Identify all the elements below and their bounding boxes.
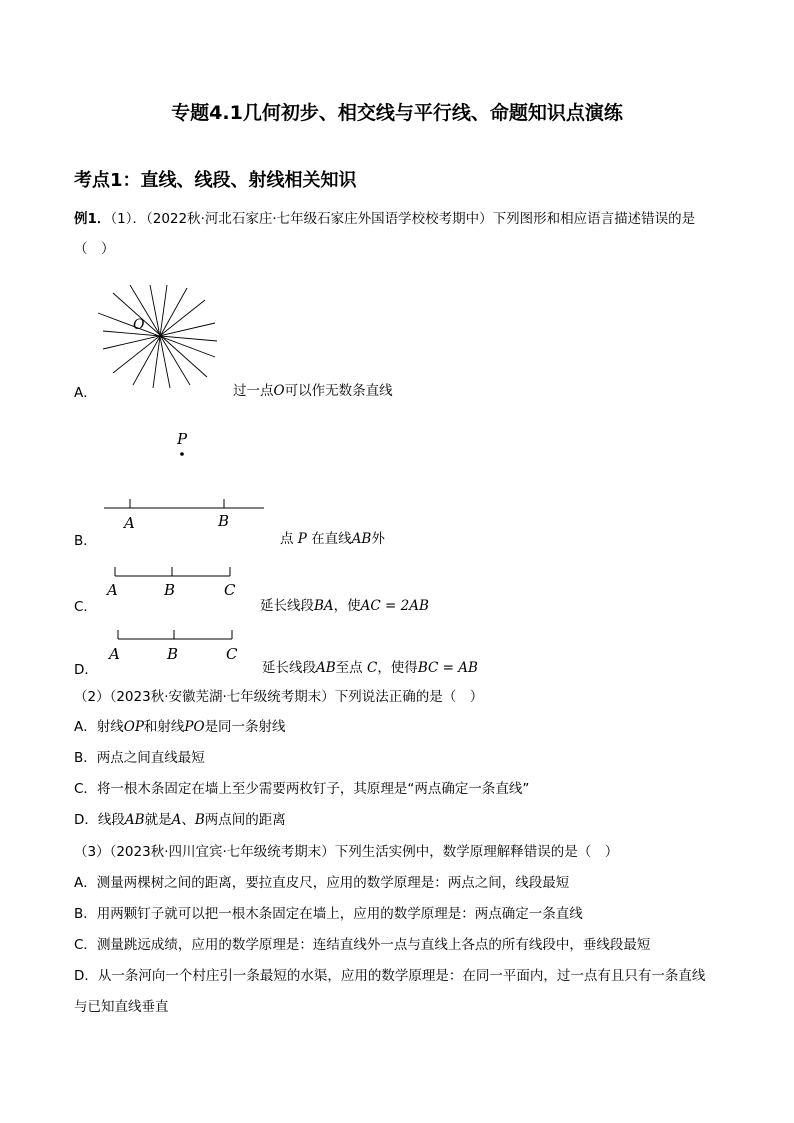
q1-option-b-text <box>280 530 385 548</box>
text: ，使得 <box>377 660 418 676</box>
option-letter: C． <box>74 781 97 797</box>
text: 和射线 <box>143 719 185 735</box>
text: 测量两棵树之间的距离，要拉直皮尺，应用的数学原理是：两点之间，线段最短 <box>96 875 570 891</box>
q3-option-d <box>74 967 705 985</box>
text: 、 <box>181 812 195 828</box>
var-po: PO <box>184 719 205 735</box>
label-a: A <box>107 581 118 599</box>
label-c: C <box>224 581 236 599</box>
q1-stem-text: （1）．（2022秋·河北石家庄·七年级石家庄外国语学校校考期中）下列图形和相应语言描述错误的是 <box>110 211 696 227</box>
text: 两点之间直线最短 <box>96 750 205 766</box>
var-bc: BC = AB <box>417 660 478 676</box>
q1-option-a-letter: A． <box>74 385 97 401</box>
q3-option-c <box>74 936 650 954</box>
text: 测量跳远成绩，应用的数学原理是：连结直线外一点与直线上各点的所有线段中，垂线段最短 <box>96 937 651 953</box>
text: 至点 <box>335 660 367 676</box>
option-letter: D． <box>74 968 98 984</box>
option-letter: D． <box>74 812 98 828</box>
text: 过一点 <box>233 383 274 399</box>
label-b: B <box>167 645 179 663</box>
figure-a-lines-through-point <box>95 285 225 390</box>
figure-c-segment <box>100 562 250 602</box>
text: 延长线段 <box>262 660 316 676</box>
q1-option-d-text <box>262 659 478 677</box>
text: 点 <box>280 531 298 547</box>
figure-d-segment <box>100 626 250 666</box>
label-b: B <box>164 581 176 599</box>
option-letter: A． <box>74 719 97 735</box>
text: 可以作无数条直线 <box>284 383 393 399</box>
q1-option-c-letter: C． <box>74 599 97 615</box>
q1-option-c-text <box>260 597 429 615</box>
var-ab: AB <box>316 660 336 676</box>
label-p: P <box>177 430 188 448</box>
var-ac: AC = 2AB <box>360 598 429 614</box>
q3-option-a <box>74 874 569 892</box>
text: 在直线 <box>306 531 352 547</box>
q2-option-a <box>74 718 286 736</box>
q1-stem <box>74 210 695 228</box>
var-op: OP <box>123 719 144 735</box>
text: 将一根木条固定在墙上至少需要两枚钉子，其原理是“两点确定一条直线” <box>96 781 530 797</box>
q1-option-d-letter: D． <box>74 662 98 678</box>
option-letter: C． <box>74 937 97 953</box>
var-ab: AB <box>351 531 372 547</box>
text: 射线 <box>96 719 124 735</box>
option-letter: A． <box>74 875 97 891</box>
var-a: A <box>171 812 182 828</box>
q1-option-b-letter: B． <box>74 533 97 549</box>
q2-option-d <box>74 811 286 829</box>
q1-paren: （ ） <box>74 241 115 257</box>
label-o: O <box>133 317 145 333</box>
var-b: B <box>194 812 205 828</box>
text: 从一条河向一个村庄引一条最短的水渠，应用的数学原理是：在同一平面内，过一点有且只有一条直线 <box>97 968 706 984</box>
label-a: A <box>109 645 120 663</box>
text: 就是 <box>144 812 172 828</box>
var-ba: BA <box>314 598 334 614</box>
var-ab: AB <box>124 812 145 828</box>
q3-option-b <box>74 905 583 923</box>
q1-option-a-text <box>233 382 393 400</box>
q2-option-c <box>74 780 529 798</box>
text: 线段 <box>97 812 125 828</box>
option-letter: B． <box>74 906 97 922</box>
q3-stem: （3）（2023秋·四川宜宾·七年级统考期末）下列生活实例中，数学原理解释错误的是（ ） <box>74 844 619 860</box>
text: 延长线段 <box>260 598 314 614</box>
section-heading: 考点1：直线、线段、射线相关知识 <box>74 170 357 191</box>
text: 外 <box>371 531 385 547</box>
label-b: B <box>218 512 230 530</box>
q1-prefix: 例1． <box>74 211 111 227</box>
q3-option-d-continued: 与已知直线垂直 <box>74 999 169 1015</box>
label-c: C <box>226 645 238 663</box>
var-c: C <box>366 660 378 676</box>
text: ，使 <box>333 598 361 614</box>
text: 用两颗钉子就可以把一根木条固定在墙上，应用的数学原理是：两点确定一条直线 <box>96 906 583 922</box>
figure-b-point-outside-line <box>100 428 270 533</box>
q2-option-b <box>74 749 205 767</box>
var-p: P <box>297 531 307 547</box>
q2-stem: （2）（2023秋·安徽芜湖·七年级统考期末）下列说法正确的是（ ） <box>74 689 484 705</box>
page-title: 专题4.1几何初步、相交线与平行线、命题知识点演练 <box>171 102 623 124</box>
label-a: A <box>124 514 135 532</box>
var-o: O <box>273 383 285 399</box>
option-letter: B． <box>74 750 97 766</box>
text: 两点间的距离 <box>204 812 286 828</box>
text: 是同一条射线 <box>204 719 286 735</box>
